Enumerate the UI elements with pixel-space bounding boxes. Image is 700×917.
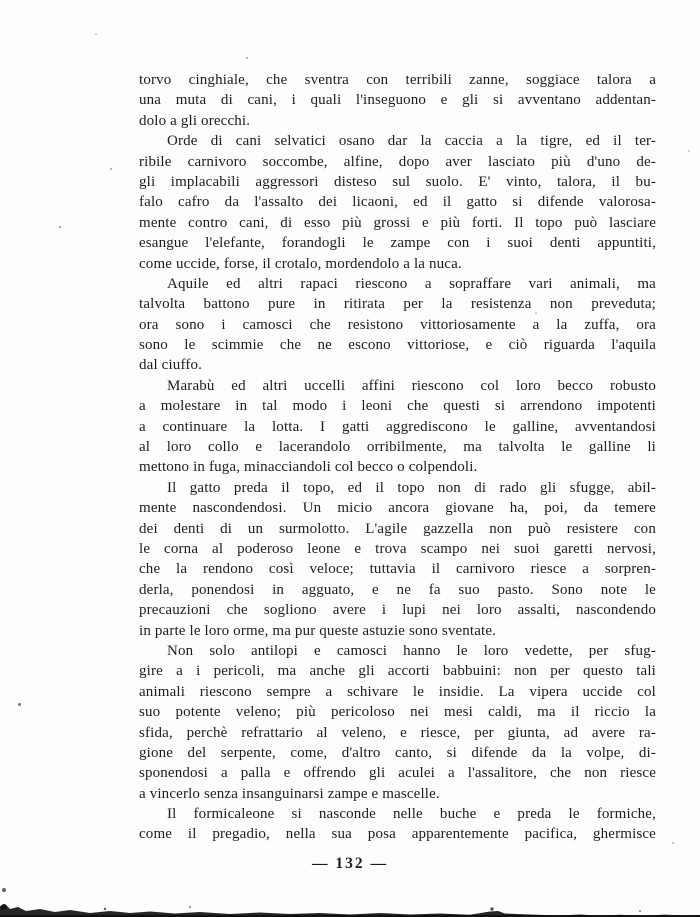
text-line: in parte le loro orme, ma pur queste astuzie sono sventate. [139, 622, 497, 639]
text-line: sfida, perchè refrattario al veleno, e riesce, per giunta, ad avere ra- [139, 724, 656, 741]
text-line: che la rendono così veloce; tuttavia il carnivoro riesce a sorpren- [139, 561, 656, 578]
text-line: Marabù ed altri uccelli affini riescono col loro becco robusto [167, 377, 656, 394]
paragraph [139, 804, 656, 845]
text-line: suo potente veleno; più pericoloso nei mesi caldi, ma il riccio la [139, 704, 656, 721]
text-line: Aquile ed altri rapaci riescono a sopraffare vari animali, ma [167, 275, 656, 292]
text-line: al loro collo e lacerandolo orribilmente, ma talvolta le galline li [139, 439, 656, 456]
text-line: dei denti di un surmolotto. L'agile gazzella non può resistere con [139, 520, 656, 537]
text-line: talvolta battono pure in ritirata per la resistenza non preveduta; [139, 296, 656, 313]
scan-speckle [18, 703, 21, 706]
paragraph [139, 70, 656, 131]
text-line: animali riescono sempre a schivare le insidie. La vipera uccide col [139, 683, 656, 700]
text-line: esangue l'elefante, forandogli le zampe con i suoi denti appuntiti, [139, 235, 656, 252]
text-line: gione del serpente, come, d'altro canto, si difende da la volpe, di- [139, 744, 656, 761]
page-number: — 132 — [312, 855, 388, 872]
text-line: dal ciuffo. [139, 357, 203, 374]
text-line: a continuare la lotta. I gatti aggrediscono le galline, avventandosi [139, 418, 656, 435]
scan-speckle [535, 312, 537, 314]
text-line: come uccide, forse, il crotalo, mordendolo a la nuca. [139, 255, 462, 272]
scan-bottom-edge-artifact [0, 903, 700, 917]
text-line: derla, ponendosi in agguato, e ne fa suo pasto. Sono note le [139, 581, 656, 598]
text-line: una muta di cani, i quali l'inseguono e gli si avventano addentan- [139, 92, 656, 109]
text-line: a vincerlo senza insanguinarsi zampe e mascelle. [139, 785, 440, 802]
scan-speckle [110, 168, 112, 170]
text-line: precauzioni che sogliono avere i lupi nei loro assalti, nascondendo [139, 602, 656, 619]
paragraph [139, 641, 656, 804]
scan-speckle [246, 57, 248, 59]
scan-speckle [95, 33, 97, 35]
text-line: a molestare in tal modo i leoni che questi si arrendono impotenti [139, 398, 656, 415]
paragraph [139, 131, 656, 274]
text-line: ora sono i camosci che resistono vittoriosamente a la zuffa, ora [139, 316, 656, 333]
text-line: Il gatto preda il topo, ed il topo non di rado gli sfugge, abil- [167, 479, 656, 496]
text-line: mente nascondendosi. Un micio ancora giovane ha, poi, da temere [139, 500, 656, 517]
text-line: come il pregadio, nella sua posa apparentemente pacifica, ghermisce [139, 826, 656, 843]
text-line: torvo cinghiale, che sventra con terribili zanne, soggiace talora a [139, 72, 656, 88]
scan-speckle [2, 888, 6, 892]
text-line: Il formicaleone si nasconde nelle buche e preda le formiche, [167, 806, 656, 823]
page-text-block [139, 70, 656, 845]
paragraph [139, 478, 656, 641]
text-line: mente contro cani, di esso più grossi e più forti. Il topo può lasciare [139, 214, 656, 231]
scan-speckle [59, 226, 61, 228]
text-line: sono le scimmie che ne escono vittoriose, e ciò riguarda l'aquila [139, 337, 656, 354]
text-line: dolo a gli orecchi. [139, 112, 251, 129]
scan-speckle [688, 150, 690, 152]
scan-speckle [672, 842, 674, 844]
paragraph [139, 376, 656, 478]
text-line: le corna al poderoso leone e trova scampo nei suoi garetti nervosi, [139, 540, 656, 557]
text-line: gire a i pericoli, ma anche gli accorti babbuini: non per questo tali [139, 663, 656, 680]
text-line: Non solo antilopi e camosci hanno le loro vedette, per sfug- [167, 642, 656, 659]
text-line: sponendosi a palla e offrendo gli aculei a l'assalitore, che non riesce [139, 765, 656, 782]
text-line: ribile carnivoro soccombe, alfine, dopo aver lasciato più d'uno de- [139, 153, 656, 170]
text-line: mettono in fuga, minacciandoli col becco o colpendoli. [139, 459, 478, 476]
text-line: gli implacabili aggressori disteso sul suolo. E' vinto, talora, il bu- [139, 173, 656, 190]
text-line: falo cafro da l'assalto dei licaoni, ed il gatto si difende valorosa- [139, 194, 656, 211]
paragraph [139, 274, 656, 376]
text-line: Orde di cani selvatici osano dar la caccia a la tigre, ed il ter- [167, 133, 656, 150]
